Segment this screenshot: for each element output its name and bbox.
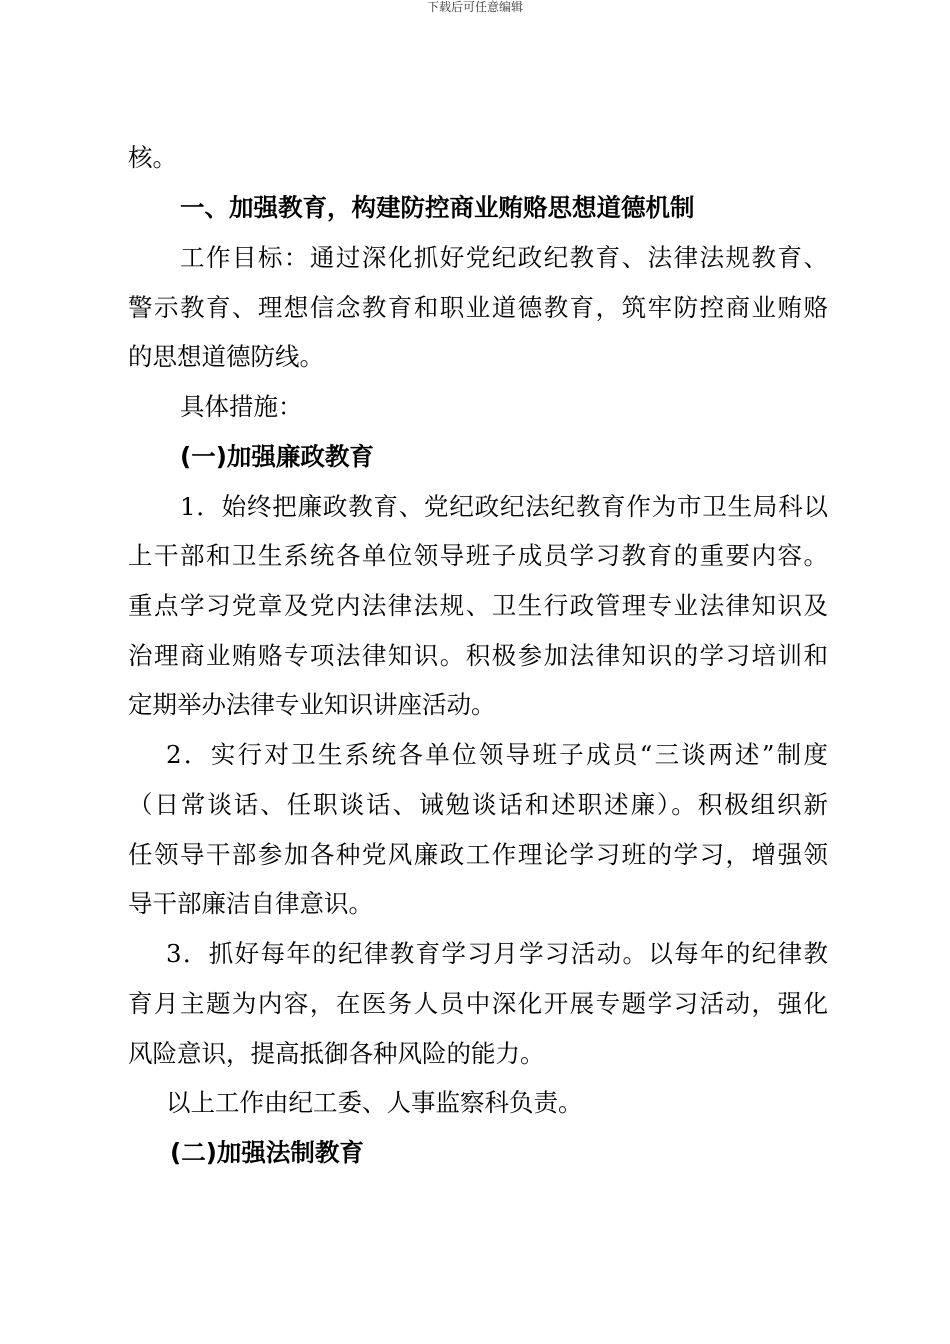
text-line: 定期举办法律专业知识讲座活动。 — [128, 690, 496, 719]
subsection-heading: (二)加强法制教育 — [170, 1138, 364, 1167]
page-header: 下载后可任意编辑 — [426, 0, 523, 14]
text-line: 警示教育、理想信念教育和职业道德教育，筑牢防控商业贿赂 — [128, 293, 828, 322]
text-line: 导干部廉洁自律意识。 — [128, 889, 373, 918]
text-line: 1．始终把廉政教育、党纪政纪法纪教育作为市卫生局科以 — [180, 492, 828, 521]
text-line: 具体措施： — [180, 392, 303, 421]
text-line: 风险意识，提高抵御各种风险的能力。 — [128, 1039, 545, 1068]
text-line: 上干部和卫生系统各单位领导班子成员学习教育的重要内容。 — [128, 541, 828, 570]
text-line: 重点学习党章及党内法律法规、卫生行政管理专业法律知识及 — [128, 591, 828, 620]
text-line: 任领导干部参加各种党风廉政工作理论学习班的学习，增强领 — [128, 840, 828, 869]
text-line: 的思想道德防线。 — [128, 342, 324, 371]
text-line: 2．实行对卫生系统各单位领导班子成员“三谈两述”制度 — [166, 740, 828, 769]
text-line: 治理商业贿赂专项法律知识。积极参加法律知识的学习培训和 — [128, 641, 828, 670]
text-line: 育月主题为内容，在医务人员中深化开展专题学习活动，强化 — [128, 989, 828, 1018]
text-line: 3．抓好每年的纪律教育学习月学习活动。以每年的纪律教 — [166, 939, 828, 968]
text-line: （日常谈话、任职谈话、诫勉谈话和述职述廉）。积极组织新 — [128, 790, 828, 819]
text-line: 核。 — [128, 143, 177, 172]
subsection-heading: (一)加强廉政教育 — [180, 442, 374, 471]
section-heading: 一、加强教育，构建防控商业贿赂思想道德机制 — [180, 193, 695, 222]
text-line: 以上工作由纪工委、人事监察科负责。 — [166, 1088, 583, 1117]
text-line: 工作目标：通过深化抓好党纪政纪教育、法律法规教育、 — [180, 243, 828, 272]
